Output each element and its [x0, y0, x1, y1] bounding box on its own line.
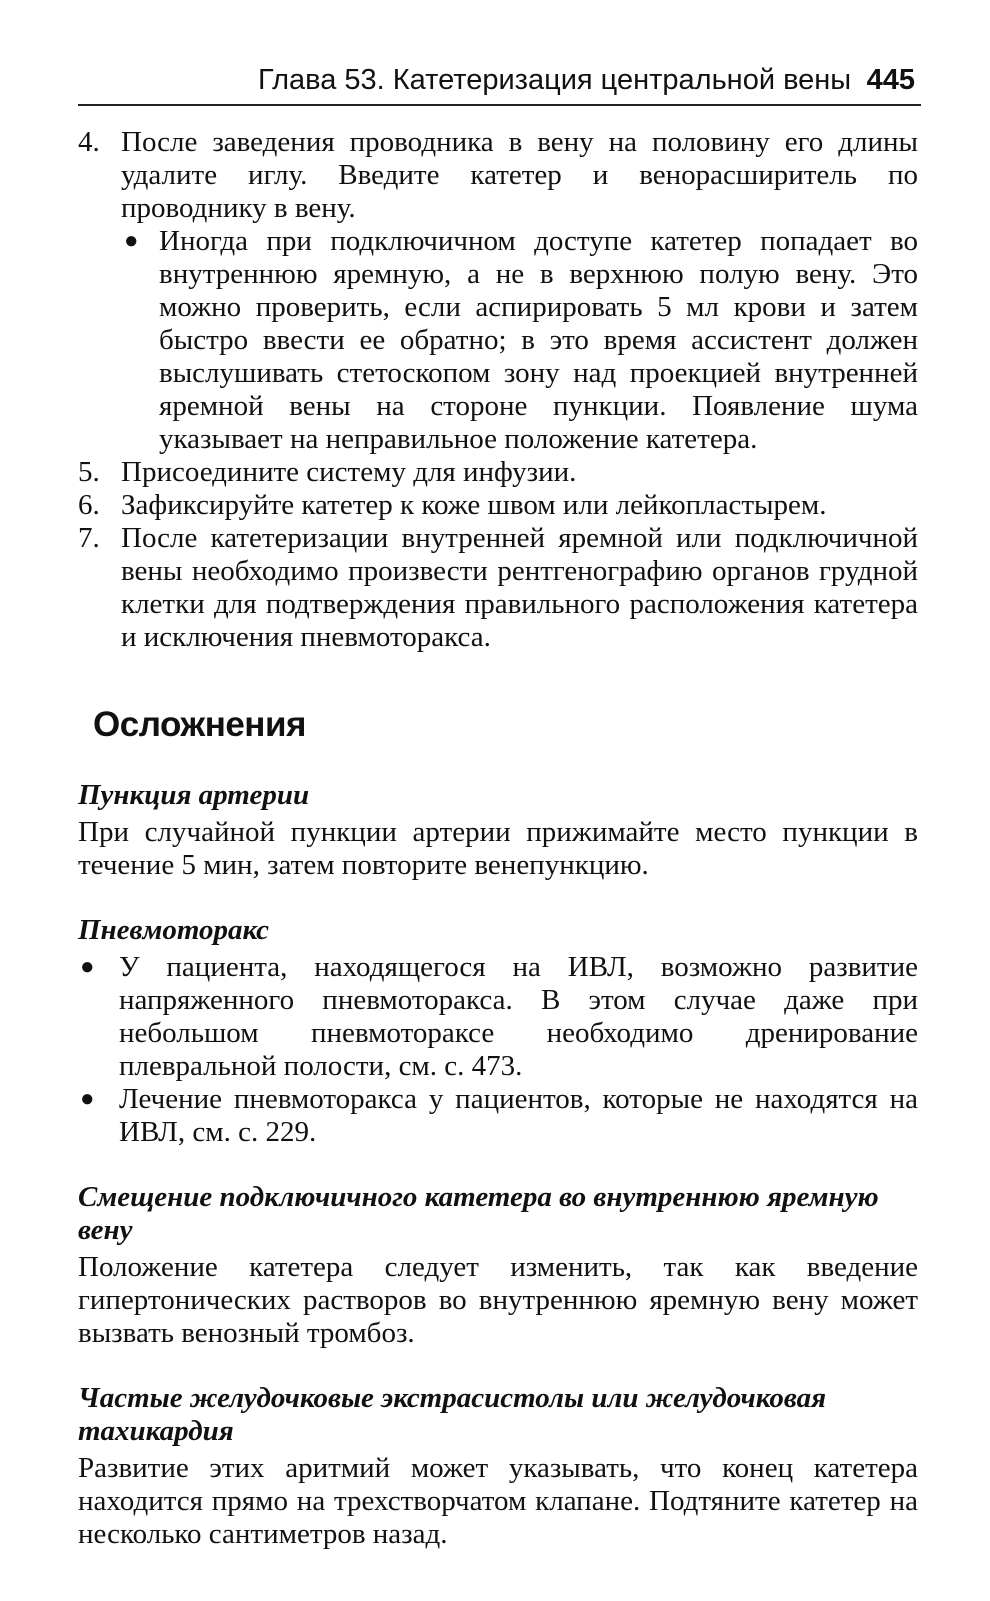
bullet-icon: ●	[80, 954, 95, 980]
paragraph: Положение катетера следует изменить, так как введение гипертонических растворов во внутреннюю яремную вену может вызвать венозный тромбоз.	[78, 1251, 918, 1349]
sub-bullet-list	[78, 225, 918, 456]
step-text: Зафиксируйте катетер к коже швом или лейкопластырем.	[121, 489, 827, 521]
step-number: 6.	[78, 489, 100, 521]
running-header	[78, 58, 921, 106]
step-text: Присоедините систему для инфузии.	[121, 456, 577, 488]
bullet-icon: ●	[80, 1086, 95, 1112]
subsection-heading: Пункция артерии	[78, 779, 310, 811]
subsection-heading: Смещение подключичного катетера во внутреннюю яремную вену	[78, 1181, 879, 1246]
step-number: 5.	[78, 456, 100, 488]
bullet-text: У пациента, находящегося на ИВЛ, возможно развитие напряженного пневмоторакса. В этом случае даже при небольшом пневмотораксе необходимо дренирование плевральной полости, см. с. 473.	[119, 951, 918, 1082]
page-content	[78, 126, 918, 1551]
steps-list	[78, 126, 918, 654]
list-item	[118, 225, 918, 456]
bullet-icon: ●	[124, 228, 139, 254]
chapter-title: Глава 53. Катетеризация центральной вены	[258, 64, 852, 96]
bullet-text: Иногда при подключичном доступе катетер попадает во внутреннюю яремную, а не в верхнюю полую вену. Это можно проверить, если аспирировать 5 мл крови и затем быстро ввести ее обратно; в это время ассистент должен выслушивать стетоскопом зону над проекцией внутренней яремной вены на стороне пункции. Появление шума указывает на неправильное положение катетера.	[159, 225, 918, 455]
list-item	[78, 1083, 918, 1149]
section-title: Осложнения	[93, 705, 306, 744]
list-item	[78, 522, 918, 654]
step-number: 7.	[78, 522, 100, 554]
subsection-heading: Частые желудочковые экстрасистолы или желудочковая тахикардия	[78, 1382, 827, 1447]
step-number: 4.	[78, 126, 100, 158]
paragraph: Развитие этих аритмий может указывать, что конец катетера находится прямо на трехстворчатом клапане. Подтяните катетер на несколько сантиметров назад.	[78, 1452, 918, 1550]
list-item	[78, 456, 918, 489]
list-item	[78, 126, 918, 456]
step-text: После катетеризации внутренней яремной или подключичной вены необходимо произвести рентгенографию органов грудной клетки для подтверждения правильного расположения катетера и исключения пневмоторакса.	[121, 522, 918, 653]
paragraph: При случайной пункции артерии прижимайте место пункции в течение 5 мин, затем повторите венепункцию.	[78, 816, 918, 881]
bullet-list	[78, 951, 918, 1149]
step-text: После заведения проводника в вену на половину его длины удалите иглу. Введите катетер и венорасширитель по проводнику в вену.	[121, 126, 918, 224]
bullet-text: Лечение пневмоторакса у пациентов, которые не находятся на ИВЛ, см. с. 229.	[119, 1083, 918, 1148]
subsection-heading: Пневмоторакс	[78, 914, 269, 946]
list-item	[78, 951, 918, 1083]
list-item	[78, 489, 918, 522]
page-number: 445	[866, 64, 915, 96]
